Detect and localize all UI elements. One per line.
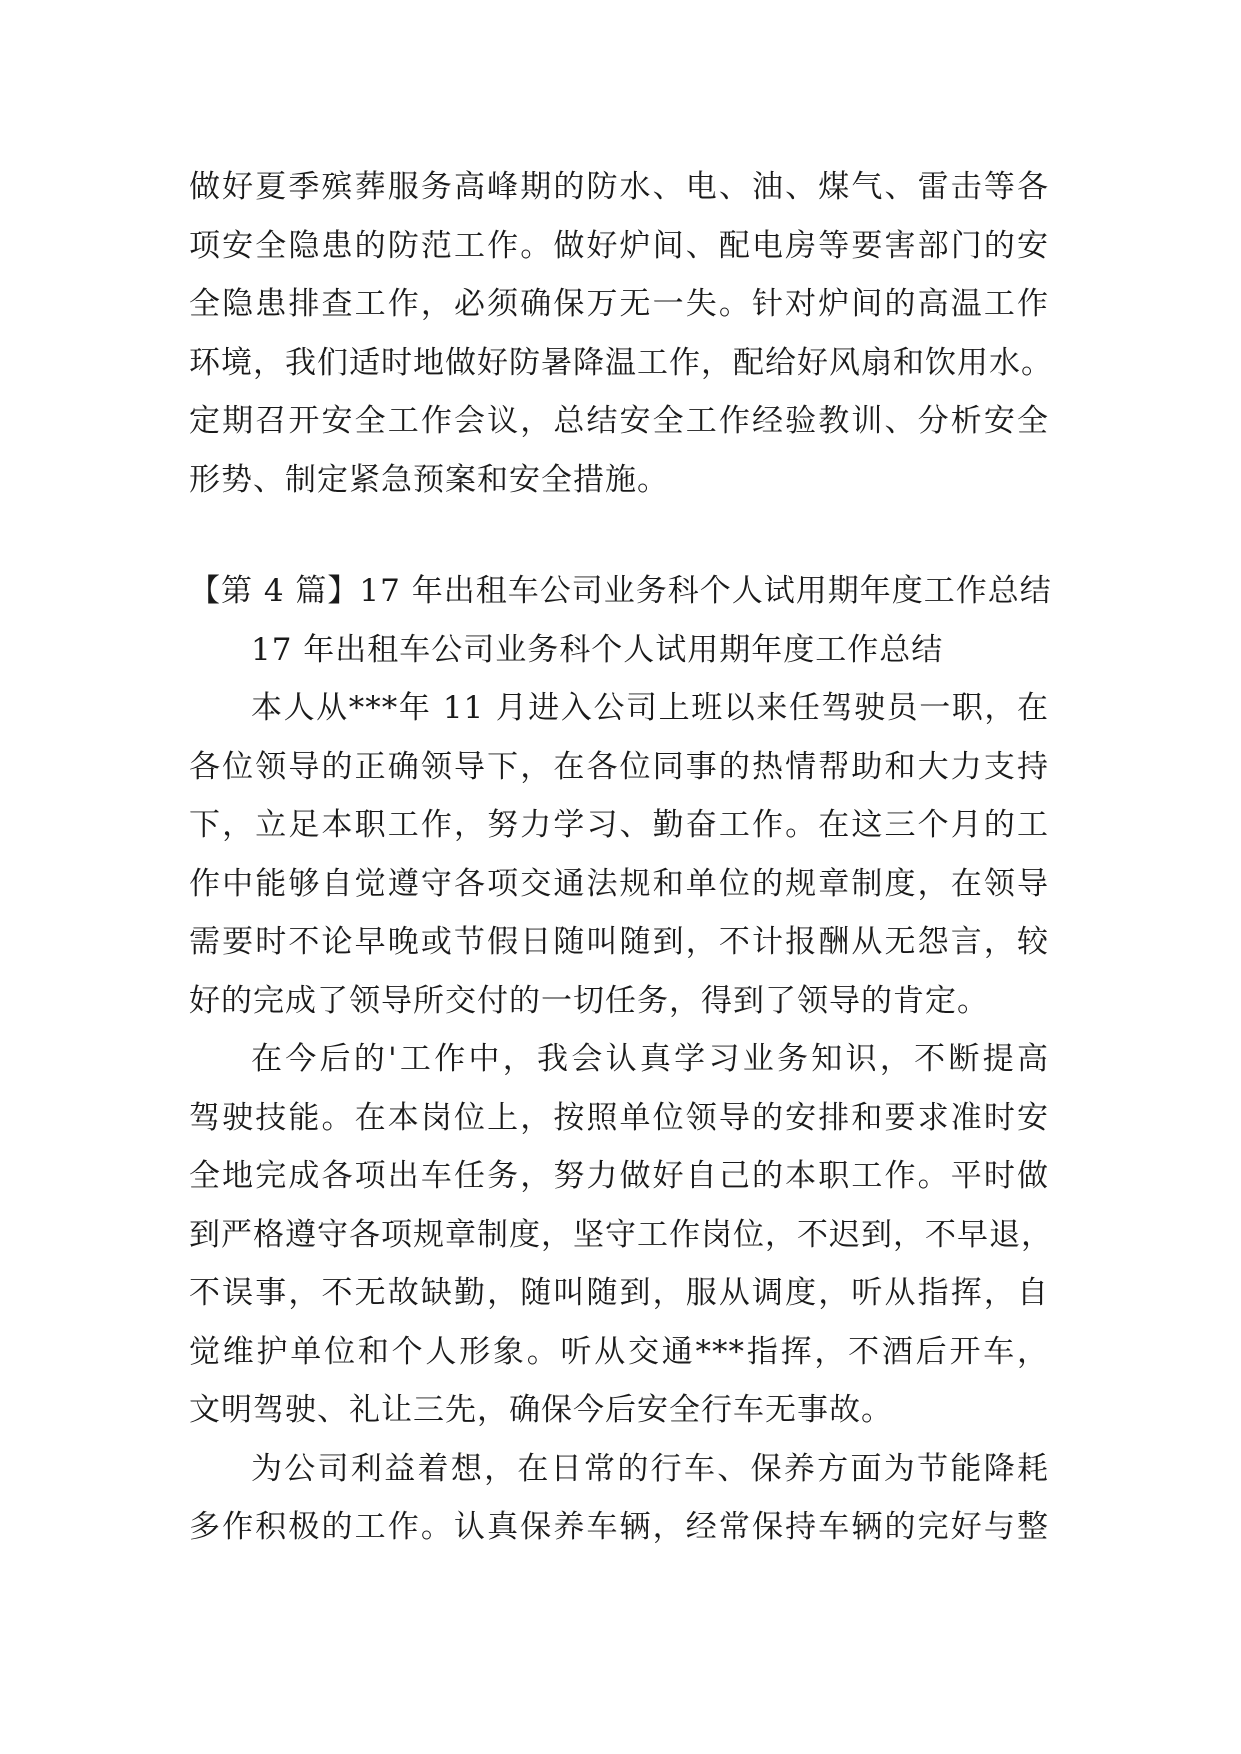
paragraph-line: 作中能够自觉遵守各项交通法规和单位的规章制度，在领导 xyxy=(189,865,1049,902)
paragraph-line: 多作积极的工作。认真保养车辆，经常保持车辆的完好与整 xyxy=(189,1509,1049,1545)
paragraph-line: 好的完成了领导所交付的一切任务，得到了领导的肯定。 xyxy=(189,982,989,1019)
article-subtitle: 17 年出租车公司业务科个人试用期年度工作总结 xyxy=(251,631,944,668)
text-line: 环境，我们适时地做好防暑降温工作，配给好风扇和饮用水。 xyxy=(189,344,1053,381)
text-line: 做好夏季殡葬服务高峰期的防水、电、油、煤气、雷击等各 xyxy=(189,169,1049,205)
paragraph-line: 需要时不论早晚或节假日随叫随到，不计报酬从无怨言，较 xyxy=(189,924,1049,960)
paragraph-line: 觉维护单位和个人形象。听从交通***指挥，不酒后开车， xyxy=(189,1333,1049,1370)
paragraph-line: 下，立足本职工作，努力学习、勤奋工作。在这三个月的工 xyxy=(189,807,1049,843)
paragraph-line: 本人从***年 11 月进入公司上班以来任驾驶员一职，在 xyxy=(251,690,1049,726)
article-section xyxy=(189,562,1053,1557)
previous-section-text xyxy=(189,158,1053,509)
text-line: 全隐患排查工作，必须确保万无一失。针对炉间的高温工作 xyxy=(189,286,1049,322)
paragraph-line: 为公司利益着想，在日常的行车、保养方面为节能降耗 xyxy=(251,1450,1049,1487)
paragraph-line: 各位领导的正确领导下，在各位同事的热情帮助和大力支持 xyxy=(189,748,1049,785)
paragraph-line: 驾驶技能。在本岗位上，按照单位领导的安排和要求准时安 xyxy=(189,1099,1049,1136)
text-line: 项安全隐患的防范工作。做好炉间、配电房等要害部门的安 xyxy=(189,227,1049,264)
paragraph-line: 在今后的'工作中，我会认真学习业务知识，不断提高 xyxy=(251,1041,1049,1077)
paragraph-line: 文明驾驶、礼让三先，确保今后安全行车无事故。 xyxy=(189,1392,893,1428)
text-line: 形势、制定紧急预案和安全措施。 xyxy=(189,461,669,498)
text-line: 定期召开安全工作会议，总结安全工作经验教训、分析安全 xyxy=(189,403,1049,439)
paragraph-line: 全地完成各项出车任务，努力做好自己的本职工作。平时做 xyxy=(189,1158,1049,1194)
article-heading: 【第 4 篇】17 年出租车公司业务科个人试用期年度工作总结 xyxy=(189,573,1052,609)
paragraph-line: 到严格遵守各项规章制度，坚守工作岗位，不迟到，不早退， xyxy=(189,1216,1053,1253)
paragraph-line: 不误事，不无故缺勤，随叫随到，服从调度，听从指挥，自 xyxy=(189,1275,1049,1311)
